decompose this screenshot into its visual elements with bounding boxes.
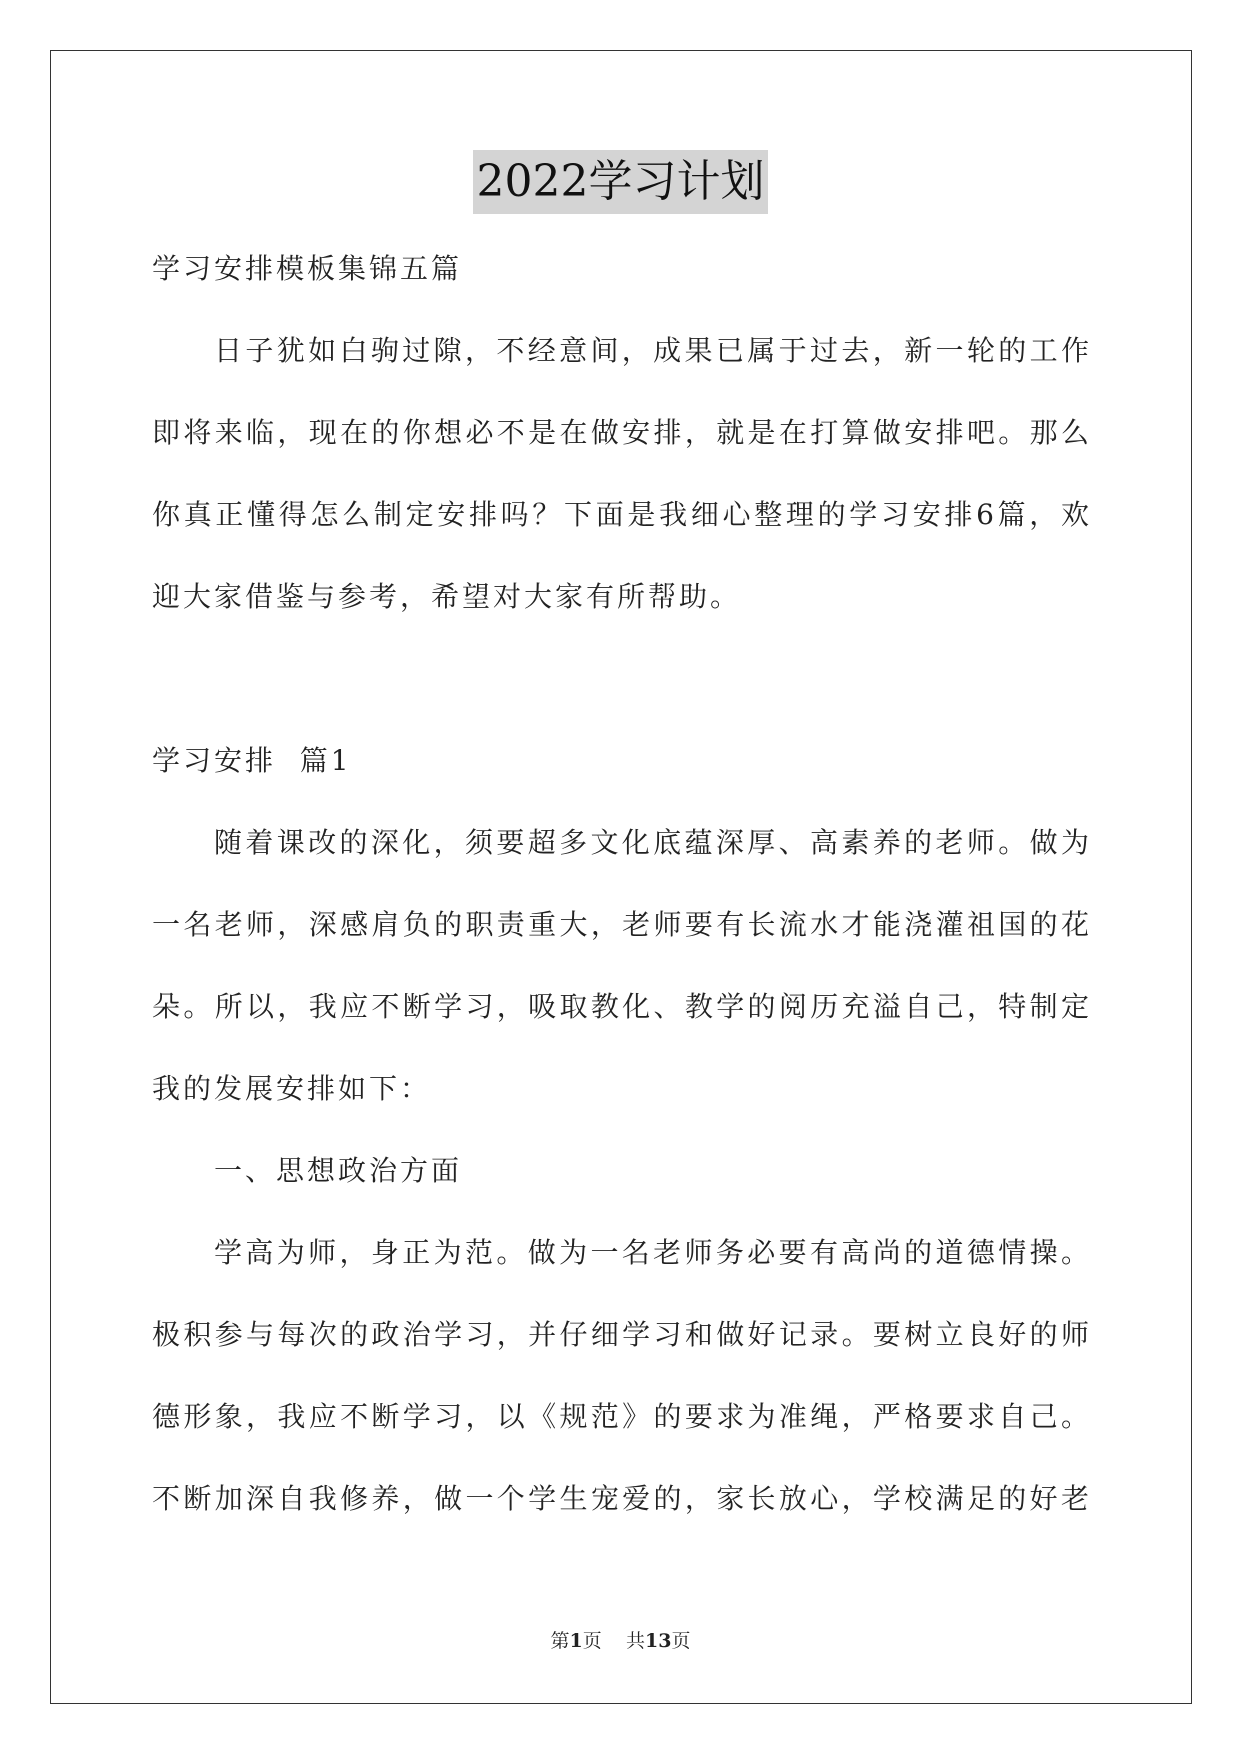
footer-total-prefix: 共 bbox=[625, 1630, 645, 1652]
section1-paragraph-2 bbox=[152, 1212, 1092, 1540]
paragraph-line: 你真正懂得怎么制定安排吗？下面是我细心整理的学习安排6篇，欢 bbox=[152, 498, 1092, 531]
section1-paragraph-1 bbox=[152, 802, 1092, 1130]
footer-total-pages: 13 bbox=[644, 1630, 672, 1652]
paragraph-line: 德形象，我应不断学习，以《规范》的要求为准绳，严格要求自己。 bbox=[152, 1400, 1092, 1433]
blank-line bbox=[152, 638, 1092, 720]
paragraph-line: 极积参与每次的政治学习，并仔细学习和做好记录。要树立良好的师 bbox=[152, 1318, 1092, 1351]
paragraph-line: 一名老师，深感肩负的职责重大，老师要有长流水才能浇灌祖国的花 bbox=[152, 908, 1092, 941]
paragraph-line: 朵。所以，我应不断学习，吸取教化、教学的阅历充溢自己，特制定 bbox=[152, 990, 1092, 1023]
document-title: 2022学习计划 bbox=[473, 150, 769, 214]
document-subtitle: 学习安排模板集锦五篇 bbox=[152, 252, 463, 285]
footer-page-number: 1 bbox=[569, 1630, 583, 1652]
section-heading: 学习安排 篇1 bbox=[152, 744, 352, 777]
paragraph-line: 即将来临，现在的你想必不是在做安排，就是在打算做安排吧。那么 bbox=[152, 416, 1092, 449]
footer-page-suffix: 页 bbox=[582, 1630, 602, 1652]
paragraph-line: 我的发展安排如下： bbox=[152, 1072, 432, 1105]
intro-paragraph bbox=[152, 310, 1092, 638]
footer-page-prefix: 第 bbox=[550, 1630, 570, 1652]
subheading: 一、思想政治方面 bbox=[214, 1154, 463, 1187]
paragraph-line: 不断加深自我修养，做一个学生宠爱的，家长放心，学校满足的好老 bbox=[152, 1482, 1092, 1515]
paragraph-line: 随着课改的深化，须要超多文化底蕴深厚、高素养的老师。做为 bbox=[214, 826, 1092, 859]
footer-total-suffix: 页 bbox=[671, 1630, 691, 1652]
paragraph-line: 日子犹如白驹过隙，不经意间，成果已属于过去，新一轮的工作 bbox=[214, 334, 1092, 367]
paragraph-line: 迎大家借鉴与参考，希望对大家有所帮助。 bbox=[152, 580, 742, 613]
paragraph-line: 学高为师，身正为范。做为一名老师务必要有高尚的道德情操。 bbox=[214, 1236, 1092, 1269]
title-wrap bbox=[0, 150, 1241, 214]
document-body bbox=[152, 228, 1092, 1540]
page-footer bbox=[0, 1626, 1241, 1653]
